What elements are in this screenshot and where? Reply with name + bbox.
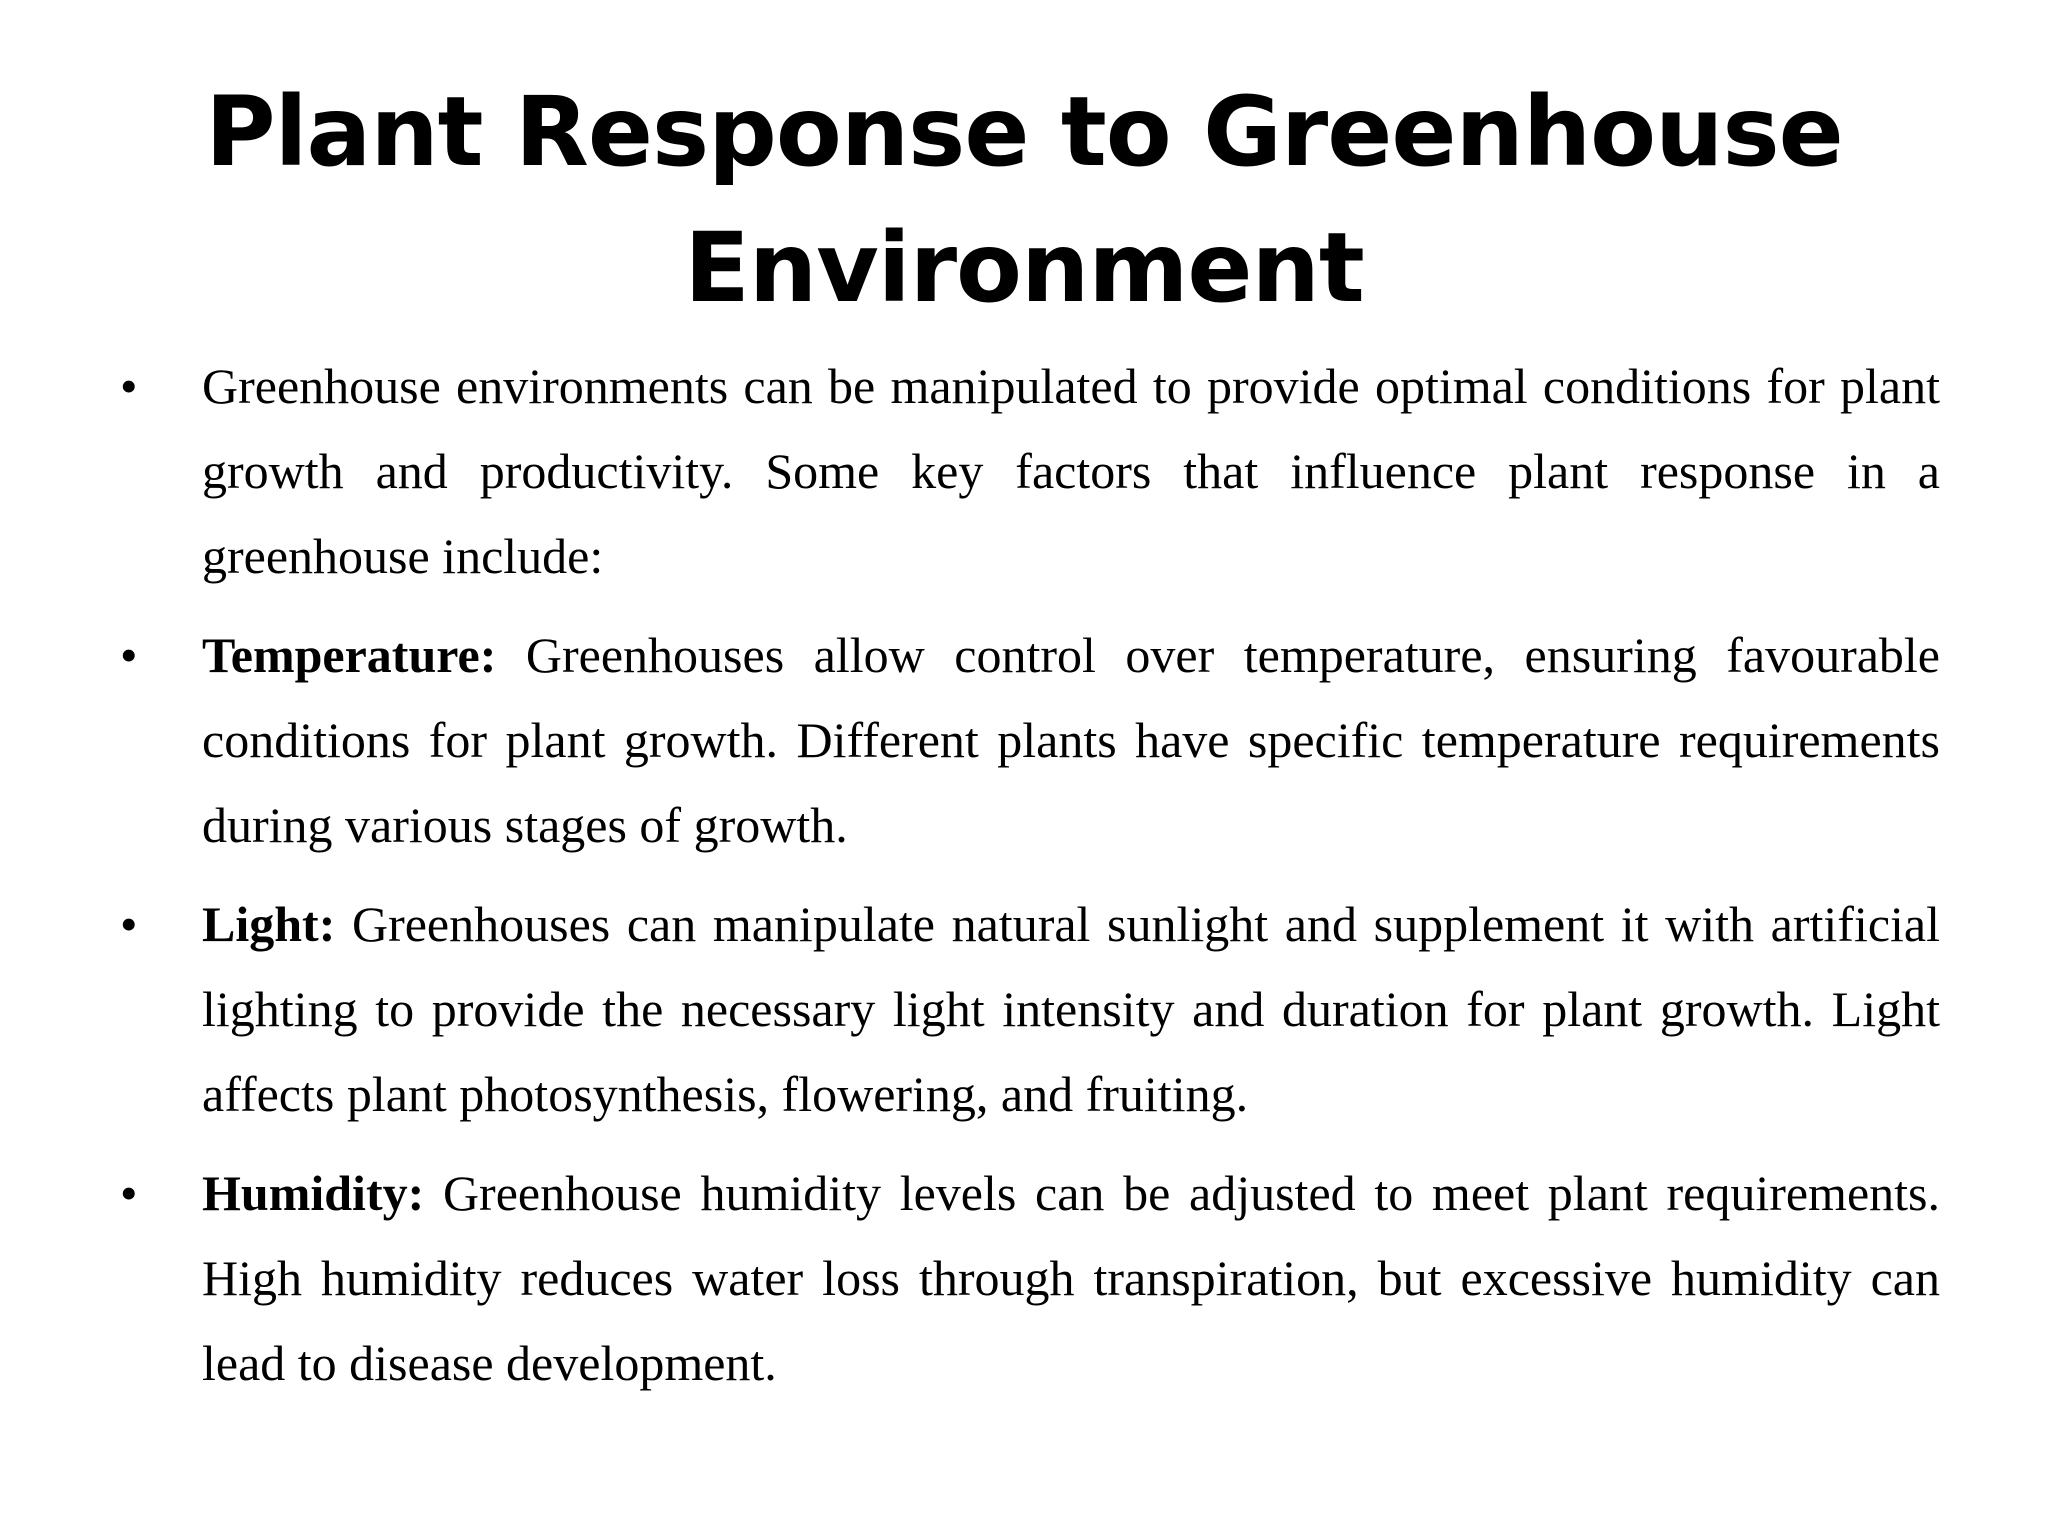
slide-title-line-2: Environment xyxy=(684,212,1364,324)
bullet-item-temperature xyxy=(120,613,1940,868)
bullet-term-temperature: Temperature: xyxy=(202,627,497,683)
bullet-term-light: Light: xyxy=(202,896,336,952)
bullet-list xyxy=(120,344,1940,1420)
bullet-text: Greenhouse environments can be manipulated to provide optimal conditions for plant growth and productivity. Some key factors that influence plant response in a greenhouse include: xyxy=(202,358,1940,584)
slide-title xyxy=(120,64,1928,336)
bullet-text: Greenhouses can manipulate natural sunlight and supplement it with artificial lighting to provide the necessary light intensity and duration for plant growth. Light affects plant photosynthesis, flowering, and fruiting. xyxy=(202,896,1940,1122)
bullet-marker: • xyxy=(120,1165,138,1221)
bullet-marker: • xyxy=(120,627,138,683)
bullet-marker: • xyxy=(120,358,138,414)
slide-title-line-1: Plant Response to Greenhouse xyxy=(205,76,1843,188)
bullet-term-humidity: Humidity: xyxy=(202,1165,425,1221)
bullet-marker: • xyxy=(120,896,138,952)
bullet-item-intro xyxy=(120,344,1940,599)
bullet-item-light xyxy=(120,882,1940,1137)
bullet-text: Greenhouse humidity levels can be adjusted to meet plant requirements. High humidity reduces water loss through transpiration, but excessive humidity can lead to disease development. xyxy=(202,1165,1940,1391)
bullet-item-humidity xyxy=(120,1151,1940,1406)
bullet-text: Greenhouses allow control over temperature, ensuring favourable conditions for plant growth. Different plants have specific temperature requirements during various stages of growth. xyxy=(202,627,1940,853)
